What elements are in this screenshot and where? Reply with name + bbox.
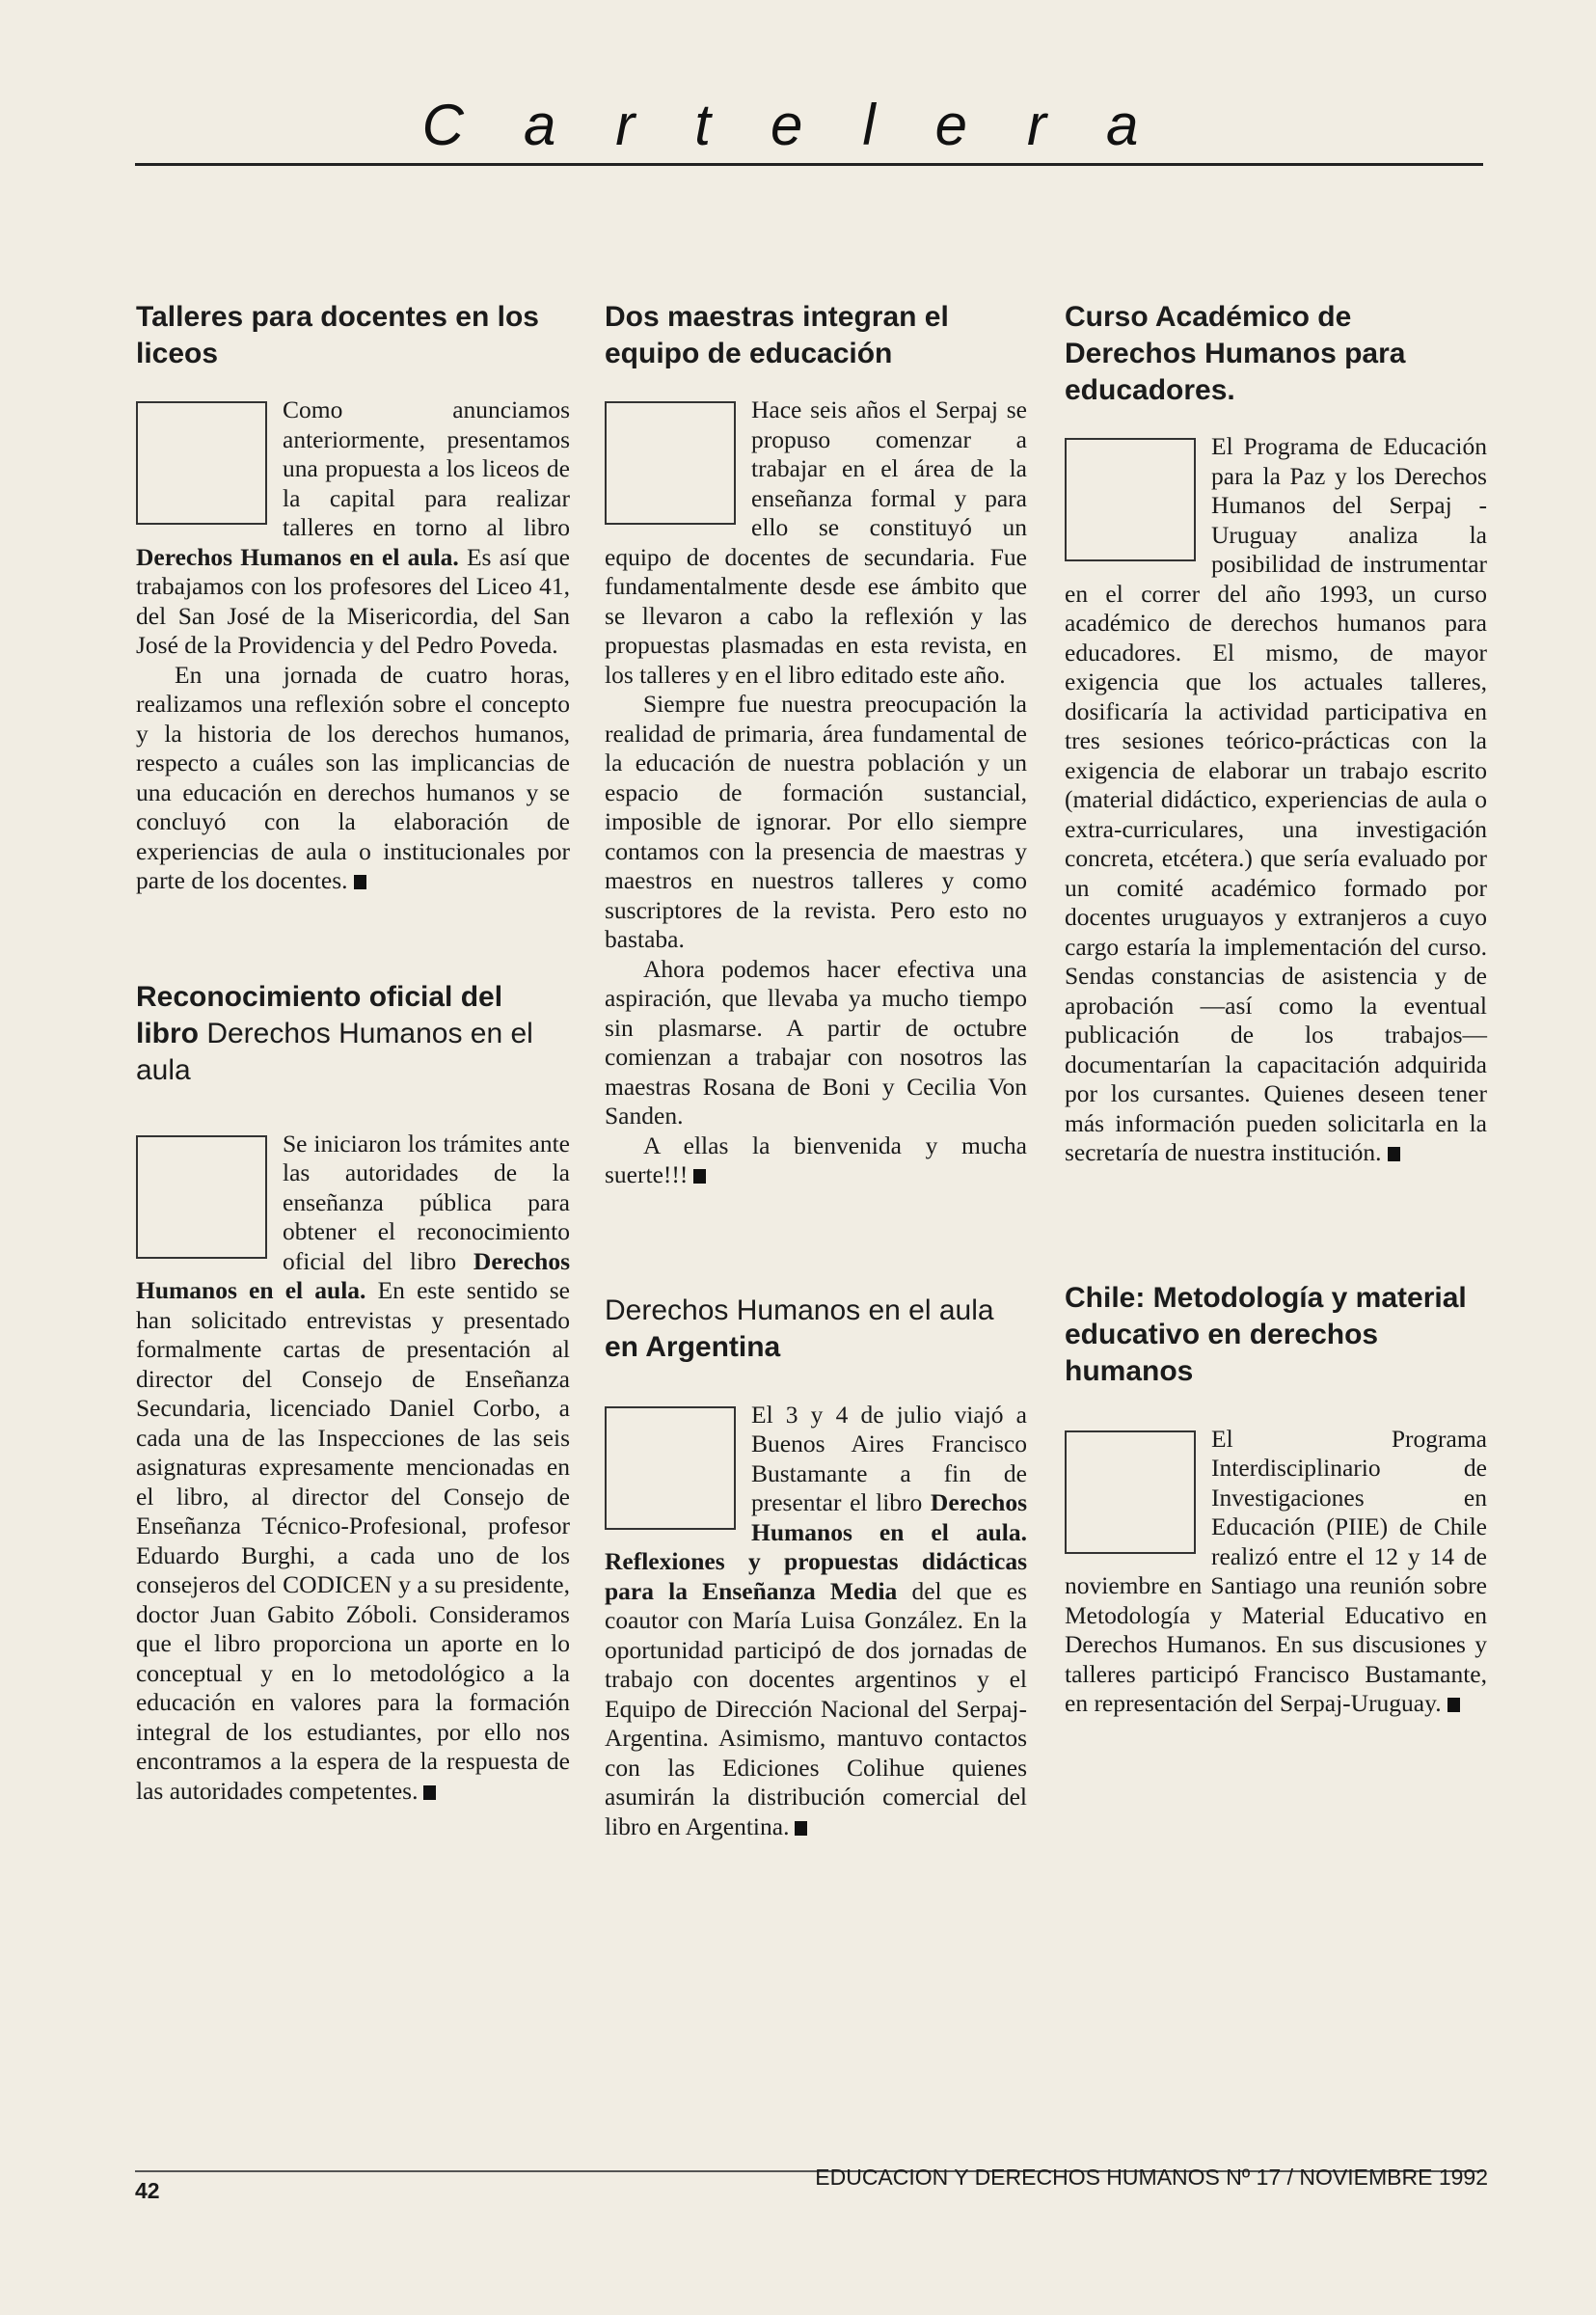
article-chile xyxy=(1065,1280,1487,1719)
article-paragraph: El Programa Interdisciplinario de Investigaciones en Educación (PIIE) de Chile realizó entre el 12 y 14 de noviembre en Santiago una reunión sobre Metodología y Material Educativo en Derechos Humanos. En sus discusiones y talleres participó Francisco Bustamante, en representación del Serpaj-Uruguay. xyxy=(1065,1424,1487,1717)
article-paragraph: Como anunciamos anteriormente, presentamos una propuesta a los liceos de la capital para realizar talleres en torno al libro Derechos Humanos en el aula. Es así que trabajamos con los profesores del Liceo 41, del San José de la Misericordia, del San José de la Providencia y del Pedro Poveda. xyxy=(136,395,570,659)
end-mark-icon xyxy=(795,1821,807,1836)
article-paragraph: A ellas la bienvenida y mucha suerte!!! xyxy=(605,1130,1027,1188)
end-mark-icon xyxy=(423,1785,436,1800)
article-paragraph: El 3 y 4 de julio viajó a Buenos Aires Francisco Bustamante a fin de presentar el libro Derechos Humanos en el aula. Reflexiones y propuestas didácticas para la Enseñanza Media del que es coautor con María Luisa González. En la oportunidad participó de dos jornadas de trabajo con docentes argentinos y el Equipo de Dirección Nacional del Serpaj-Argentina. Asimismo, mantuvo contactos con las Ediciones Colihue quienes asumirán la distribución comercial del libro en Argentina. xyxy=(605,1400,1027,1840)
publication-footer: EDUCACION Y DERECHOS HUMANOS Nº 17 / NOVIEMBRE 1992 xyxy=(815,2165,1488,2190)
end-mark-icon xyxy=(693,1169,706,1184)
column-1 xyxy=(136,299,570,1806)
article-title: Curso Académico de Derechos Humanos para educadores. xyxy=(1065,301,1406,406)
article-reconocimiento xyxy=(136,979,570,1807)
article-curso xyxy=(1065,299,1487,1168)
article-title: Chile: Metodología y material educativo en derechos humanos xyxy=(1065,1281,1467,1387)
photo-placeholder xyxy=(1065,438,1196,561)
end-mark-icon xyxy=(1447,1698,1460,1712)
article-talleres xyxy=(136,299,570,896)
article-title: Dos maestras integran el equipo de educación xyxy=(605,301,949,369)
article-title: Talleres para docentes en los liceos xyxy=(136,301,539,369)
article-paragraph: Hace seis años el Serpaj se propuso comenzar a trabajar en el área de la enseñanza formal y para ello se constituyó un equipo de docentes de secundaria. Fue fundamentalmente desde ese ámbito que se llevaron a cabo la reflexión y las propuestas plasmadas en esta revista, en los talleres y en el libro editado este año. xyxy=(605,395,1027,689)
photo-placeholder xyxy=(605,401,736,525)
column-3 xyxy=(1065,299,1487,1719)
end-mark-icon xyxy=(354,875,366,889)
end-mark-icon xyxy=(1388,1147,1400,1161)
article-title: Reconocimiento oficial del libro Derechos Humanos en el aula xyxy=(136,980,533,1086)
article-paragraph: El Programa de Educación para la Paz y los Derechos Humanos del Serpaj - Uruguay analiza la posibilidad de instrumentar en el correr del año 1993, un curso académico de derechos humanos para educadores. El mismo, de mayor exigencia que los actuales talleres, dosificaría la actividad participativa en tres sesiones teórico-prácticas con la exigencia de elaborar un trabajo escrito (material didáctico, experiencias de aula o extra-curriculares, una investigación concreta, etcétera.) que sería evaluado por un comité académico formado por docentes uruguayos y extranjeros a cuyo cargo estaría la implementación del curso. Sendas constancias de asistencia y de aprobación —así como la eventual publicación de los trabajos— documentarían la capacitación adquirida por los cursantes. Quienes deseen tener más información pueden solicitarla en la secretaría de nuestra institución. xyxy=(1065,432,1487,1166)
article-paragraph: Siempre fue nuestra preocupación la realidad de primaria, área fundamental de la educación de nuestra población y un espacio de formación sustancial, imposible de ignorar. Por ello siempre contamos con la presencia de maestras y maestros en nuestros talleres y como suscriptores de la revista. Pero esto no bastaba. xyxy=(605,690,1027,953)
article-paragraph: Se iniciaron los trámites ante las autoridades de la enseñanza pública para obtener el reconocimiento oficial del libro Derechos Humanos en el aula. En este sentido se han solicitado entrevistas y presentado formalmente cartas de presentación al director del Consejo de Enseñanza Secundaria, licenciado Daniel Corbo, a cada una de las Inspecciones de las seis asignaturas expresamente mencionadas en el libro, al director del Consejo de Enseñanza Técnico-Profesional, profesor Eduardo Burghi, a cada uno de los consejeros del CODICEN y a su presidente, doctor Juan Gabito Zóboli. Consideramos que el libro proporciona un aporte en lo conceptual y en lo metodológico a la educación en valores para la formación integral de los estudiantes, por ello nos encontramos a la espera de la respuesta de las autoridades competentes. xyxy=(136,1129,570,1805)
column-2 xyxy=(605,299,1027,1841)
photo-placeholder xyxy=(1065,1430,1196,1554)
article-title: Derechos Humanos en el aula en Argentina xyxy=(605,1294,994,1363)
article-paragraph: Ahora podemos hacer efectiva una aspiración, que llevaba ya mucho tiempo sin plasmarse. A partir de octubre comienzan a trabajar con nosotros las maestras Rosana de Boni y Cecilia Von Sanden. xyxy=(605,954,1027,1130)
section-title: Cartelera xyxy=(421,93,1199,157)
article-maestras xyxy=(605,299,1027,1190)
article-argentina xyxy=(605,1293,1027,1842)
article-paragraph: En una jornada de cuatro horas, realizamos una reflexión sobre el concepto y la historia de los derechos humanos, respecto a cuáles son las implicancias de una educación en derechos humanos y se concluyó con la elaboración de experiencias de aula o institucionales por parte de los docentes. xyxy=(136,660,570,894)
photo-placeholder xyxy=(605,1406,736,1530)
page-number: 42 xyxy=(135,2178,160,2203)
photo-placeholder xyxy=(136,1135,267,1259)
photo-placeholder xyxy=(136,401,267,525)
header-rule xyxy=(135,163,1483,166)
